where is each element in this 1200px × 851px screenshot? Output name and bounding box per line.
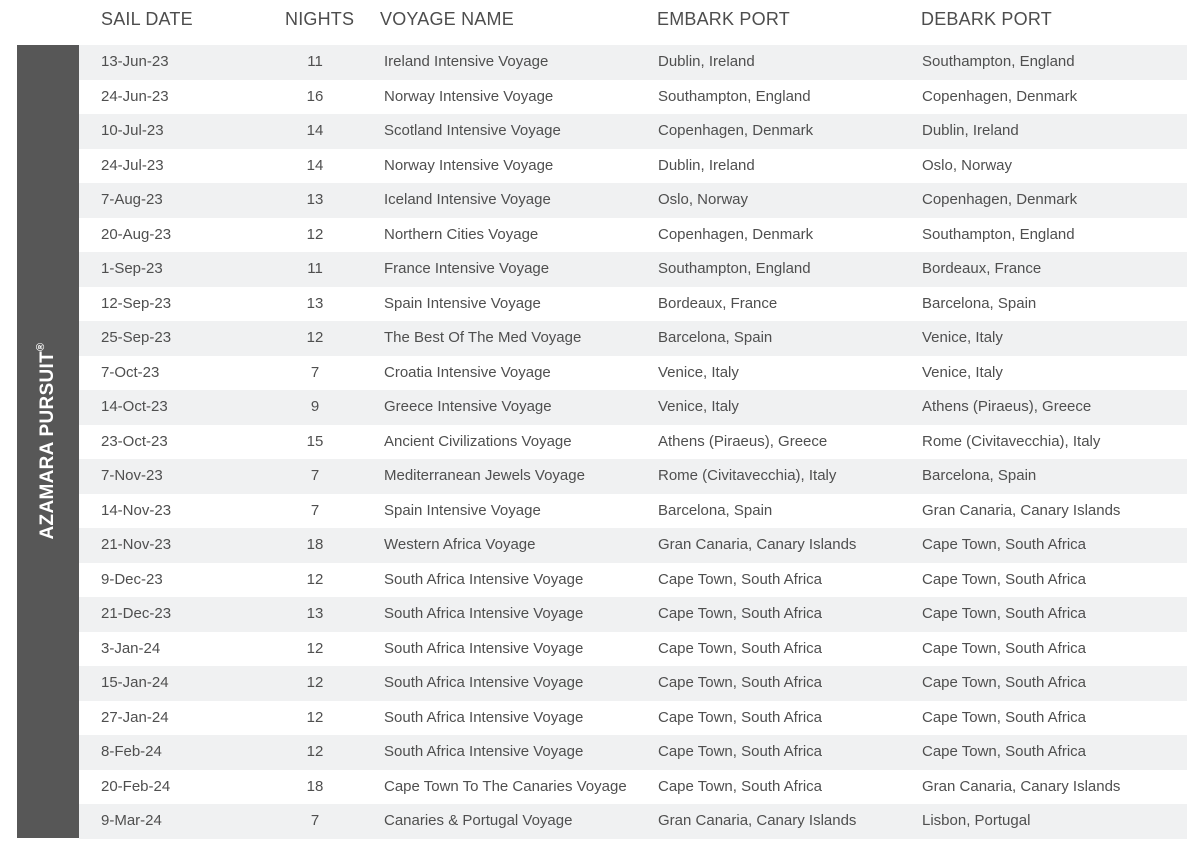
- voyage-name-cell: Norway Intensive Voyage: [384, 156, 554, 174]
- voyage-name-cell: Greece Intensive Voyage: [384, 398, 552, 415]
- embark-port-cell: Southampton, England: [658, 87, 811, 105]
- voyage-name-cell: Cape Town To The Canaries Voyage: [384, 777, 627, 795]
- embark-port-cell: Cape Town, South Africa: [658, 639, 822, 657]
- voyage-name-cell: Ireland Intensive Voyage: [384, 53, 549, 70]
- sail-date-cell: 25-Sep-23: [101, 329, 172, 346]
- embark-port-cell: Gran Canaria, Canary Islands: [658, 536, 857, 553]
- embark-port-cell: Copenhagen, Denmark: [658, 225, 814, 243]
- header-nights: NIGHTS: [285, 9, 355, 29]
- table-row: [79, 149, 1187, 184]
- voyage-name-cell: South Africa Intensive Voyage: [384, 674, 584, 691]
- voyage-name-cell: The Best Of The Med Voyage: [384, 329, 582, 346]
- debark-port-cell: Barcelona, Spain: [922, 294, 1037, 312]
- voyage-name-cell: France Intensive Voyage: [384, 260, 550, 277]
- sail-date-cell: 24-Jul-23: [101, 156, 164, 174]
- debark-port-cell: Cape Town, South Africa: [922, 639, 1086, 657]
- nights-value: 7: [310, 363, 320, 381]
- header-voyage-name: VOYAGE NAME: [380, 9, 514, 29]
- table-header: [0, 0, 1200, 44]
- table-row: [79, 252, 1187, 287]
- voyage-name-cell: Mediterranean Jewels Voyage: [384, 467, 585, 484]
- embark-port-cell: Rome (Civitavecchia), Italy: [658, 467, 837, 484]
- sail-date-cell: 24-Jun-23: [101, 87, 169, 105]
- embark-port-cell: Oslo, Norway: [658, 191, 749, 208]
- voyage-name-cell: Spain Intensive Voyage: [384, 294, 541, 312]
- table-row: [79, 80, 1187, 115]
- sail-date-cell: 7-Nov-23: [101, 467, 163, 484]
- sail-date-cell: 21-Nov-23: [101, 536, 172, 553]
- debark-port-cell: Oslo, Norway: [922, 156, 1013, 174]
- sail-date-cell: 13-Jun-23: [101, 53, 169, 70]
- debark-port-cell: Cape Town, South Africa: [922, 708, 1086, 726]
- debark-port-cell: Cape Town, South Africa: [922, 743, 1086, 760]
- nights-value: 14: [306, 122, 324, 139]
- debark-port-cell: Cape Town, South Africa: [922, 605, 1086, 622]
- debark-port-cell: Gran Canaria, Canary Islands: [922, 777, 1121, 795]
- table-row: [79, 425, 1187, 460]
- nights-value: 12: [306, 225, 324, 243]
- sail-date-cell: 27-Jan-24: [101, 708, 169, 726]
- voyage-name-cell: Northern Cities Voyage: [384, 225, 539, 243]
- debark-port-cell: Cape Town, South Africa: [922, 570, 1086, 588]
- debark-port-cell: Barcelona, Spain: [922, 467, 1037, 484]
- nights-value: 11: [307, 53, 323, 70]
- nights-value: 12: [306, 570, 324, 588]
- embark-port-cell: Cape Town, South Africa: [658, 708, 822, 726]
- embark-port-cell: Barcelona, Spain: [658, 329, 773, 346]
- voyage-name-cell: Ancient Civilizations Voyage: [384, 432, 572, 450]
- embark-port-cell: Cape Town, South Africa: [658, 743, 822, 760]
- debark-port-cell: Venice, Italy: [922, 329, 1003, 346]
- nights-value: 9: [310, 398, 320, 415]
- nights-value: 12: [306, 329, 324, 346]
- nights-value: 16: [306, 87, 324, 105]
- nights-value: 12: [306, 743, 324, 760]
- voyage-name-cell: Canaries & Portugal Voyage: [384, 812, 573, 829]
- debark-port-cell: Lisbon, Portugal: [922, 812, 1031, 829]
- sail-date-cell: 21-Dec-23: [101, 605, 172, 622]
- sail-date-cell: 1-Sep-23: [101, 260, 163, 277]
- embark-port-cell: Venice, Italy: [658, 398, 739, 415]
- table-row: [79, 770, 1187, 805]
- table-row: [79, 45, 1187, 80]
- embark-port-cell: Barcelona, Spain: [658, 501, 773, 519]
- nights-value: 15: [306, 432, 324, 450]
- table-row: [79, 287, 1187, 322]
- nights-value: 12: [306, 639, 324, 657]
- voyage-name-cell: Croatia Intensive Voyage: [384, 363, 551, 381]
- voyage-name-cell: Norway Intensive Voyage: [384, 87, 554, 105]
- embark-port-cell: Copenhagen, Denmark: [658, 122, 814, 139]
- embark-port-cell: Cape Town, South Africa: [658, 570, 822, 588]
- nights-value: 18: [306, 536, 324, 553]
- sail-date-cell: 20-Feb-24: [101, 777, 171, 795]
- debark-port-cell: Dublin, Ireland: [922, 122, 1019, 139]
- voyage-name-cell: South Africa Intensive Voyage: [384, 639, 584, 657]
- embark-port-cell: Cape Town, South Africa: [658, 777, 822, 795]
- debark-port-cell: Copenhagen, Denmark: [922, 87, 1078, 105]
- nights-value: 7: [310, 467, 320, 484]
- table-row: [79, 563, 1187, 598]
- sail-date-cell: 10-Jul-23: [101, 122, 164, 139]
- header-embark-port: EMBARK PORT: [657, 9, 790, 29]
- sail-date-cell: 14-Nov-23: [101, 501, 172, 519]
- sail-date-cell: 12-Sep-23: [101, 294, 172, 312]
- sail-date-cell: 14-Oct-23: [101, 398, 168, 415]
- voyage-name-cell: Scotland Intensive Voyage: [384, 122, 561, 139]
- debark-port-cell: Southampton, England: [922, 225, 1075, 243]
- table-row: [79, 183, 1187, 218]
- embark-port-cell: Bordeaux, France: [658, 294, 778, 312]
- embark-port-cell: Venice, Italy: [658, 363, 739, 381]
- table-row: [79, 459, 1187, 494]
- table-row: [79, 218, 1187, 253]
- ship-name-label: [37, 343, 59, 540]
- itinerary-table: [79, 45, 1187, 839]
- debark-port-cell: Cape Town, South Africa: [922, 536, 1086, 553]
- nights-value: 13: [306, 605, 324, 622]
- nights-value: 7: [310, 501, 320, 519]
- sail-date-cell: 9-Dec-23: [101, 570, 163, 588]
- header-sail-date: SAIL DATE: [101, 9, 193, 29]
- debark-port-cell: Gran Canaria, Canary Islands: [922, 501, 1121, 519]
- nights-value: 7: [310, 812, 320, 829]
- debark-port-cell: Rome (Civitavecchia), Italy: [922, 432, 1101, 450]
- voyage-name-cell: South Africa Intensive Voyage: [384, 605, 584, 622]
- table-row: [79, 356, 1187, 391]
- sail-date-cell: 3-Jan-24: [101, 639, 161, 657]
- nights-value: 12: [306, 674, 324, 691]
- nights-value: 13: [306, 294, 324, 312]
- nights-value: 18: [306, 777, 324, 795]
- ship-name: AZAMARA PURSUIT: [37, 350, 58, 540]
- table-row: [79, 597, 1187, 632]
- registered-mark: ®: [35, 342, 47, 351]
- table-row: [79, 528, 1187, 563]
- sail-date-cell: 7-Oct-23: [101, 363, 160, 381]
- ship-name-sidebar: [17, 45, 79, 838]
- debark-port-cell: Southampton, England: [922, 53, 1075, 70]
- table-row: [79, 494, 1187, 529]
- header-debark-port: DEBARK PORT: [921, 9, 1052, 29]
- embark-port-cell: Cape Town, South Africa: [658, 605, 822, 622]
- embark-port-cell: Dublin, Ireland: [658, 156, 755, 174]
- voyage-name-cell: South Africa Intensive Voyage: [384, 570, 584, 588]
- debark-port-cell: Athens (Piraeus), Greece: [922, 398, 1092, 415]
- debark-port-cell: Copenhagen, Denmark: [922, 191, 1078, 208]
- nights-value: 14: [306, 156, 324, 174]
- nights-value: 11: [307, 260, 323, 277]
- sail-date-cell: 23-Oct-23: [101, 432, 168, 450]
- table-row: [79, 321, 1187, 356]
- table-row: [79, 735, 1187, 770]
- table-row: [79, 804, 1187, 839]
- embark-port-cell: Gran Canaria, Canary Islands: [658, 812, 857, 829]
- voyage-name-cell: South Africa Intensive Voyage: [384, 708, 584, 726]
- table-row: [79, 632, 1187, 667]
- table-row: [79, 666, 1187, 701]
- sail-date-cell: 9-Mar-24: [101, 812, 162, 829]
- embark-port-cell: Cape Town, South Africa: [658, 674, 822, 691]
- table-row: [79, 114, 1187, 149]
- table-row: [79, 390, 1187, 425]
- debark-port-cell: Bordeaux, France: [922, 260, 1042, 277]
- sail-date-cell: 7-Aug-23: [101, 191, 163, 208]
- nights-value: 13: [306, 191, 324, 208]
- sail-date-cell: 20-Aug-23: [101, 225, 172, 243]
- voyage-name-cell: South Africa Intensive Voyage: [384, 743, 584, 760]
- voyage-name-cell: Iceland Intensive Voyage: [384, 191, 551, 208]
- table-row: [79, 701, 1187, 736]
- voyage-name-cell: Western Africa Voyage: [384, 536, 536, 553]
- voyage-name-cell: Spain Intensive Voyage: [384, 501, 541, 519]
- nights-value: 12: [306, 708, 324, 726]
- sail-date-cell: 8-Feb-24: [101, 743, 162, 760]
- embark-port-cell: Athens (Piraeus), Greece: [658, 432, 828, 450]
- sail-date-cell: 15-Jan-24: [101, 674, 169, 691]
- embark-port-cell: Southampton, England: [658, 260, 811, 277]
- embark-port-cell: Dublin, Ireland: [658, 53, 755, 70]
- debark-port-cell: Venice, Italy: [922, 363, 1003, 381]
- debark-port-cell: Cape Town, South Africa: [922, 674, 1086, 691]
